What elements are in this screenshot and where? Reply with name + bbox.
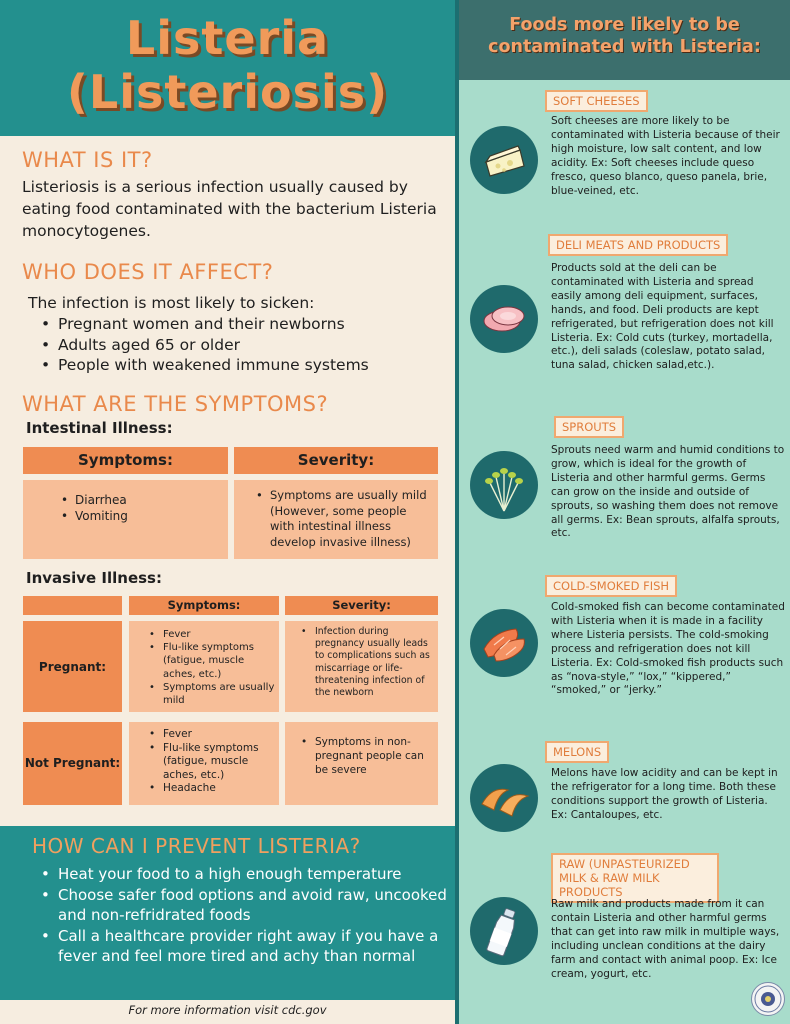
invasive-severity-header: Severity:	[285, 596, 438, 615]
deli-meats-label: DELI MEATS AND PRODUCTS	[548, 234, 728, 256]
not-pregnant-symptoms-cell	[129, 722, 279, 805]
invasive-symptoms-header: Symptoms:	[129, 596, 279, 615]
melon-icon	[470, 764, 538, 832]
list-item: • Headache	[149, 782, 277, 796]
what-is-it-text: Listeriosis is a serious infection usually caused by eating food contaminated with the bacterium Listeria monocytogenes.	[22, 178, 437, 240]
milk-bottle-icon	[470, 897, 538, 965]
list-item: • Adults aged 65 or older	[36, 335, 369, 356]
page-subtitle: (Listeriosis)	[66, 65, 389, 119]
symptoms-heading: WHAT ARE THE SYMPTOMS?	[22, 392, 329, 416]
intestinal-severity-header: Severity:	[234, 447, 438, 474]
prevent-heading: HOW CAN I PREVENT LISTERIA?	[32, 834, 361, 858]
list-item: • Symptoms in non-pregnant people can be severe	[301, 735, 436, 777]
not-pregnant-row-label: Not Pregnant:	[23, 722, 122, 805]
intestinal-severity-cell	[234, 480, 438, 559]
intestinal-symptoms-header: Symptoms:	[23, 447, 228, 474]
smoked-fish-icon	[470, 609, 538, 677]
list-item: • Heat your food to a high enough temperature	[36, 864, 451, 885]
deli-meat-icon	[470, 285, 538, 353]
agency-seal-icon	[751, 982, 785, 1016]
title-banner	[0, 0, 455, 136]
who-affect-list	[36, 314, 369, 376]
sprouts-label: SPROUTS	[554, 416, 624, 438]
invasive-illness-heading: Invasive Illness:	[26, 569, 162, 587]
sprouts-text: Sprouts need warm and humid conditions to grow, which is ideal for the growth of Listeria and other harmful germs. Germs can grow on the inside and outside of sprouts, so washing them does not remove all germs. Ex: Bean sprouts, alfalfa sprouts, etc.	[551, 444, 785, 540]
who-affect-intro: The infection is most likely to sicken:	[28, 294, 315, 312]
right-column	[459, 0, 790, 1024]
soft-cheeses-text: Soft cheeses are more likely to be contaminated with Listeria because of their high moisture, low salt content, and low acidity. Ex: Soft cheeses include queso fresco, queso blanco, queso panela, brie, blue-veined, etc.	[551, 115, 780, 197]
list-item: • Symptoms are usually mild	[149, 681, 277, 707]
melons-text: Melons have low acidity and can be kept in the refrigerator for a long time. Both these conditions support the growth of Listeria. Ex: Cantaloupes, etc.	[551, 767, 778, 821]
invasive-corner-header	[23, 596, 122, 615]
smoked-fish-text: Cold-smoked fish can become contaminated with Listeria when it is made in a facility where Listeria persists. The cold-smoking process and refrigeration does not kill Listeria. Ex: Cold-smoked fish products such as “nova-style,” “lox,” “kippered,” “smoked,” or “jerky.”	[551, 601, 785, 697]
list-item: • Diarrhea	[61, 492, 228, 508]
list-item: • Vomiting	[61, 508, 228, 524]
list-item: • Pregnant women and their newborns	[36, 314, 369, 335]
list-item: • Fever	[149, 728, 277, 742]
smoked-fish-label: COLD-SMOKED FISH	[545, 575, 677, 597]
soft-cheeses-label: SOFT CHEESES	[545, 90, 648, 112]
intestinal-illness-heading: Intestinal Illness:	[26, 419, 173, 437]
raw-milk-label: RAW (UNPASTEURIZED MILK & RAW MILK PRODUCTS	[551, 853, 719, 903]
who-affect-heading: WHO DOES IT AFFECT?	[22, 260, 274, 284]
list-item: • Symptoms are usually mild (However, some people with intestinal illness develop invasive illness)	[256, 488, 432, 550]
page-title: Listeria	[125, 11, 330, 65]
list-item: • People with weakened immune systems	[36, 355, 369, 376]
list-item: • Infection during pregnancy usually leads to complications such as miscarriage or life-threatening infection of the newborn	[301, 626, 436, 699]
not-pregnant-severity-cell	[285, 722, 438, 805]
list-item: • Choose safer food options and avoid raw, uncooked and non-refridrated foods	[36, 885, 451, 926]
list-item: • Flu-like symptoms (fatigue, muscle aches, etc.)	[149, 742, 277, 783]
pregnant-severity-cell	[285, 621, 438, 712]
pregnant-symptoms-cell	[129, 621, 279, 712]
pregnant-row-label: Pregnant:	[23, 621, 122, 712]
footer-link-text: For more information visit cdc.gov	[128, 1003, 327, 1017]
foods-heading: Foods more likely to be contaminated with Listeria:	[488, 15, 761, 57]
cheese-icon	[470, 126, 538, 194]
list-item: • Fever	[149, 628, 277, 641]
deli-meats-text: Products sold at the deli can be contaminated with Listeria and spread easily among deli equipment, surfaces, hands, and food. Deli products are kept refrigerated, but refrigeration does not kill Listeria. Ex: Cold cuts (turkey, mortadella, etc.), deli salads (coleslaw, potato salad, tuna salad, chicken salad,etc.).	[551, 262, 774, 372]
what-is-it-heading: WHAT IS IT?	[22, 148, 153, 172]
intestinal-symptoms-cell	[23, 480, 228, 559]
raw-milk-text: Raw milk and products made from it can contain Listeria and other harmful germs that can get into raw milk in multiple ways, including unclean conditions at the dairy farm and contact with animal poop. Ex: Ice cream, yogurt, etc.	[551, 898, 780, 980]
list-item: • Flu-like symptoms (fatigue, muscle aches, etc.)	[149, 641, 277, 681]
melons-label: MELONS	[545, 741, 609, 763]
list-item: • Call a healthcare provider right away if you have a fever and feel more tired and achy than normal	[36, 926, 451, 967]
sprouts-icon	[470, 451, 538, 519]
prevent-list	[36, 864, 451, 967]
